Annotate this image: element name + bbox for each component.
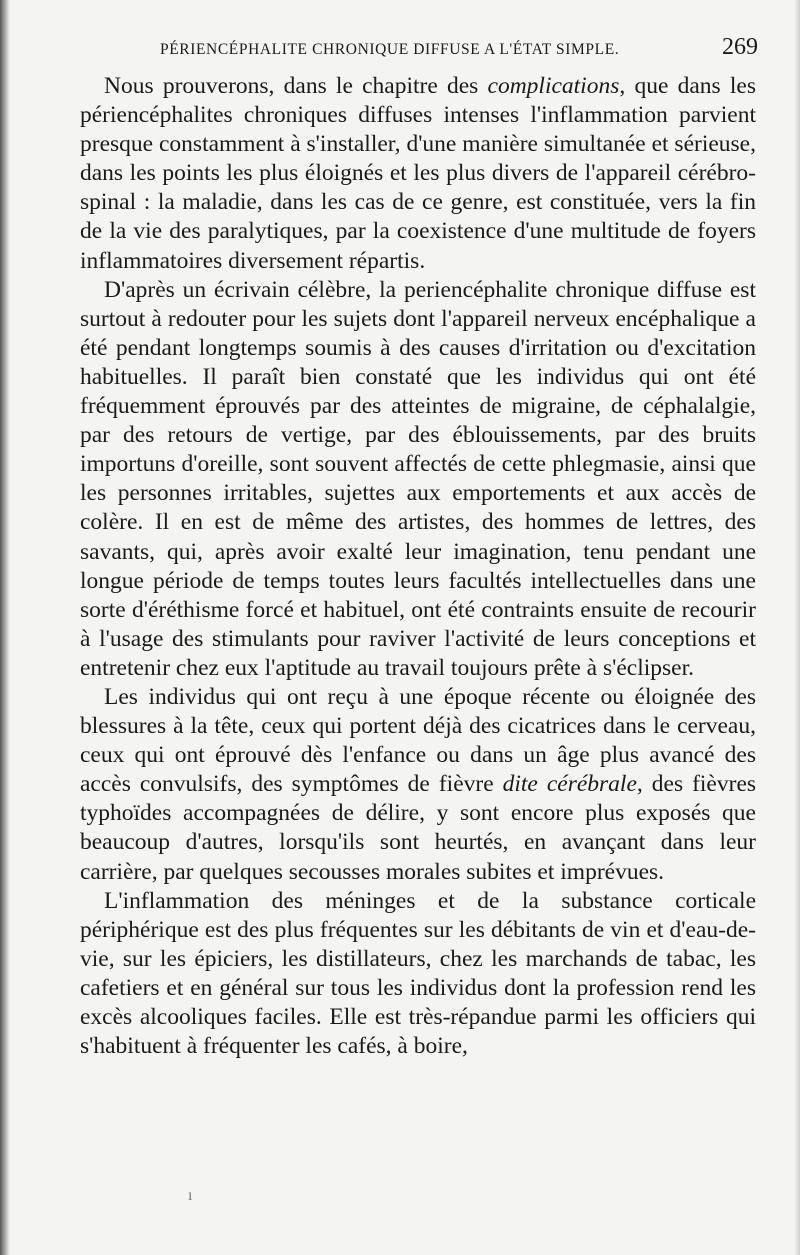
text-run: , que dans les périencéphalites chroniques diffuses intenses l'inflammation parvient presque constamment à s'installer, d'une manière simultanée et sérieuse, dans les points les plus éloignés et les plus divers de l'appareil cérébro-spinal : la maladie, dans les cas de ce genre, est constituée, vers la fin de la vie des paralytiques, par la coexistence d'une multitude de foyers inflammatoires diversement répartis. [80, 73, 756, 274]
text-run: Les individus qui ont reçu à une époque récente ou éloignée des blessures à la tête, ceux qui portent déjà des cicatrices dans le cerveau, ceux qui ont éprouvé dès l'enfance ou dans un âge plus avancé des accès convulsifs, des symptômes de fièvre [80, 683, 756, 798]
text-run: , des fièvres typhoïdes accompagnées de délire, y sont encore plus exposés que beaucoup d'autres, lorsqu'ils sont heurtés, en avançant dans leur carrière, par quelques secousses morales subites et imprévues. [80, 771, 757, 885]
italic-phrase: dite cérébrale [502, 771, 637, 798]
text-run: Nous prouverons, dans le chapitre des [104, 73, 488, 99]
running-head: PÉRIENCÉPHALITE CHRONIQUE DIFFUSE A L'ÉTAT SIMPLE. [160, 41, 620, 58]
text-run: L'inflammation des méninges et de la substance corticale périphérique est des plus fréquentes sur les débitants de vin et d'eau-de-vie, sur les épiciers, les distillateurs, chez les marchands de tabac, les cafetiers et en général sur tous les individus dont la profession rend les excès alcooliques faciles. Elle est très-répandue parmi les officiers qui s'habituent à fréquenter les cafés, à boire, [80, 887, 756, 1060]
page-header [160, 34, 760, 64]
paragraph [80, 887, 756, 1062]
paragraph [80, 72, 756, 276]
body-text [80, 72, 756, 1061]
page-number: 269 [722, 34, 758, 60]
paragraph [80, 276, 756, 683]
text-run: D'après un écrivain célèbre, la periencéphalite chronique diffuse est surtout à redouter pour les sujets dont l'appareil nerveux encéphalique a été pendant longtemps soumis à des causes d'irritation ou d'excitation habituelles. Il paraît bien constaté que les individus qui ont été fréquemment éprouvés par des atteintes de migraine, de céphalalgie, par des retours de vertige, par des éblouissements, par des bruits importuns d'oreille, sont souvent affectés de cette phlegmasie, ainsi que les personnes irritables, sujettes aux emportements et aux accès de colère. Il en est de même des artistes, des hommes de lettres, des savants, qui, après avoir exalté leur imagination, tenu pendant une longue période de temps toutes leurs facultés intellectuelles dans une sorte d'éréthisme forcé et habituel, ont été contraints ensuite de recourir à l'usage des stimulants pour raviver l'activité de leurs conceptions et entretenir chez eux l'aptitude au travail toujours prête à s'éclipser. [80, 276, 756, 681]
page-binding-edge [0, 0, 10, 1255]
page-right-edge [794, 0, 800, 1255]
italic-phrase: complications [487, 73, 620, 99]
paragraph [80, 683, 756, 887]
footer-mark: ı [188, 1187, 193, 1204]
